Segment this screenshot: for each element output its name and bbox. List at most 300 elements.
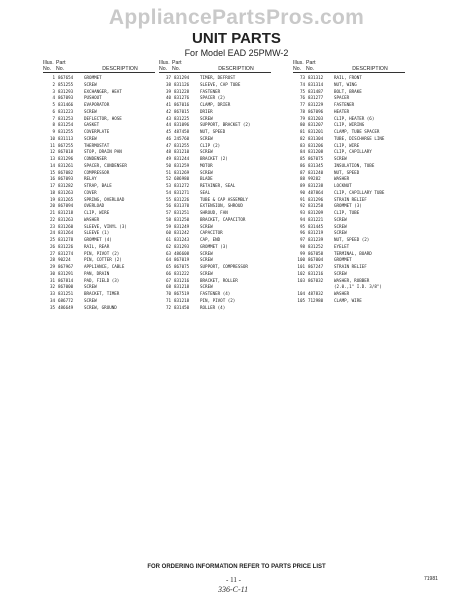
part-no: 831208 <box>308 149 324 155</box>
part-description: PAD, FIELD (3) <box>84 277 120 283</box>
part-no: 831264 <box>58 230 74 236</box>
part-description: SCREW <box>334 216 347 222</box>
part-no: 867814 <box>58 277 74 283</box>
part-description: ROLLER (4) <box>200 304 226 310</box>
header-description: DESCRIPTION <box>352 66 388 72</box>
illus-no: 18 <box>49 189 55 195</box>
part-row <box>43 170 155 177</box>
part-no: 831218 <box>58 210 74 215</box>
part-no: 486608 <box>174 250 190 256</box>
part-row <box>43 284 155 291</box>
part-no: 831113 <box>58 135 74 141</box>
illus-no: 1 <box>52 75 55 80</box>
illus-no: 70 <box>165 291 171 296</box>
part-description: SLEEVE (1) <box>84 230 110 236</box>
part-row <box>159 75 271 82</box>
illus-no: 35 <box>49 304 55 310</box>
part-row <box>293 284 405 291</box>
part-row <box>159 251 271 258</box>
part-no: 831219 <box>308 230 324 236</box>
part-description: CAP, END <box>200 237 221 242</box>
illus-no: 50 <box>165 162 171 168</box>
part-row <box>43 149 155 156</box>
illus-no: 31 <box>49 277 55 283</box>
column-header <box>43 60 155 73</box>
part-description: NUT, SPEED (2) <box>334 237 370 242</box>
part-description: SPACER (2) <box>200 95 226 101</box>
part-no: 831238 <box>308 183 324 188</box>
part-no: 831126 <box>174 81 190 87</box>
part-row <box>159 163 271 170</box>
illus-no: 6 <box>52 108 55 114</box>
illus-no: 72 <box>165 304 171 310</box>
illus-no: 39 <box>165 88 171 94</box>
part-no: 831263 <box>58 189 74 195</box>
illus-no: 20 <box>49 203 55 209</box>
part-no: 867019 <box>174 257 190 263</box>
page-title: UNIT PARTS <box>192 30 281 47</box>
part-description: WASHER <box>334 176 350 182</box>
part-no: 831260 <box>58 223 74 229</box>
part-row <box>43 190 155 197</box>
illus-no: 8 <box>52 122 55 128</box>
handwritten-note: 336-C-11 <box>218 585 249 594</box>
part-row <box>293 298 405 305</box>
part-no: 867093 <box>58 95 74 101</box>
part-no: 831265 <box>58 196 74 202</box>
part-no: 867015 <box>174 108 190 114</box>
part-no: 831216 <box>308 270 324 276</box>
illus-no: 78 <box>299 108 305 114</box>
illus-no: 28 <box>49 257 55 263</box>
part-row <box>43 122 155 129</box>
illus-no: 34 <box>49 297 55 303</box>
part-description: INSULATION, TUBE <box>334 162 375 168</box>
part-no: 867075 <box>174 264 190 269</box>
header-part-no: No. <box>56 66 65 72</box>
illus-no: 63 <box>165 250 171 256</box>
illus-no: 49 <box>165 156 171 161</box>
illus-no: 10 <box>49 135 55 141</box>
illus-no: 57 <box>165 210 171 215</box>
part-row <box>293 89 405 96</box>
part-no: 90224 <box>58 257 71 263</box>
part-row <box>293 116 405 123</box>
part-description: SCREW <box>84 108 97 114</box>
part-row <box>43 102 155 109</box>
part-description: MOTOR <box>200 162 213 168</box>
illus-no: 75 <box>299 88 305 94</box>
illus-no: 45 <box>165 129 171 134</box>
part-row <box>293 278 405 285</box>
part-description: WASHER <box>84 216 100 222</box>
illus-no: 56 <box>165 203 171 209</box>
part-no: 831291 <box>58 270 74 276</box>
part-no: 831254 <box>58 122 74 128</box>
part-row <box>43 210 155 217</box>
part-no: 831274 <box>58 250 74 256</box>
part-no: 831370 <box>174 203 190 209</box>
part-description: EXTENSION, SHROUD <box>200 203 243 209</box>
part-description: SPACER <box>334 95 350 101</box>
part-no: 487832 <box>308 291 324 296</box>
illus-no: 96 <box>299 230 305 236</box>
part-no: 487864 <box>308 189 324 195</box>
part-description: TUBE, DISCHARGE LINE <box>334 135 385 141</box>
part-no: 712980 <box>308 297 324 303</box>
header-no: No. <box>43 66 52 72</box>
illus-no: 99 <box>299 250 305 256</box>
part-description: SCREW <box>84 284 97 290</box>
illus-no: 37 <box>165 75 171 80</box>
part-description: GROMMET <box>334 257 352 263</box>
part-row <box>159 230 271 237</box>
part-no: 867075 <box>308 156 324 161</box>
part-no: 831225 <box>174 115 190 121</box>
part-description: SCREW <box>334 270 347 276</box>
parts-column-1 <box>43 60 155 311</box>
illus-no: 65 <box>165 264 171 269</box>
illus-no: 101 <box>297 264 305 269</box>
part-no: 831466 <box>58 102 74 107</box>
illus-no: 43 <box>165 115 171 121</box>
part-description: SHROUD, FAN <box>200 210 228 215</box>
illus-no: 64 <box>165 257 171 263</box>
part-row <box>159 183 271 190</box>
illus-no: 85 <box>299 156 305 161</box>
part-description: BRACKET, ROLLER <box>200 277 238 283</box>
part-description: SCREW <box>334 230 347 236</box>
illus-no: 9 <box>52 129 55 134</box>
part-no: 831223 <box>58 108 74 114</box>
part-row <box>159 89 271 96</box>
part-no: 487458 <box>174 129 190 134</box>
part-description: CONDENSER <box>84 156 107 161</box>
part-row <box>43 298 155 305</box>
part-row <box>159 210 271 217</box>
illus-no: 53 <box>165 183 171 188</box>
part-no: 831249 <box>174 223 190 229</box>
part-no: 831244 <box>174 156 190 161</box>
part-description: STRAIN RELIEF <box>334 264 367 269</box>
parts-column-3 <box>293 60 405 305</box>
illus-no: 98 <box>299 243 305 249</box>
part-description: RETAINER, SEAL <box>200 183 236 188</box>
part-no: 99282 <box>308 176 321 182</box>
part-row <box>159 143 271 150</box>
document-code: 71981 <box>424 576 438 582</box>
part-row <box>159 237 271 244</box>
part-row <box>293 237 405 244</box>
illus-no: 67 <box>165 277 171 283</box>
part-description: EXCHANGER, HEAT <box>84 88 122 94</box>
illus-no: 14 <box>49 162 55 168</box>
part-row <box>43 75 155 82</box>
parts-list <box>159 75 271 311</box>
header-part-no: No. <box>306 66 315 72</box>
part-row <box>293 257 405 264</box>
illus-no: 48 <box>165 149 171 155</box>
part-no: 831255 <box>58 129 74 134</box>
part-no: 831216 <box>174 277 190 283</box>
part-description: SCREW <box>200 115 213 121</box>
part-row <box>159 116 271 123</box>
part-no: 831226 <box>174 196 190 202</box>
part-no: 831278 <box>58 237 74 242</box>
part-no: 831243 <box>174 237 190 242</box>
illus-no: 74 <box>299 81 305 87</box>
part-description: CLAMP, TUBE SPACER <box>334 129 380 134</box>
part-description: SPRING, OVERLOAD <box>84 196 125 202</box>
part-row <box>293 122 405 129</box>
part-row <box>293 291 405 298</box>
part-no: 831218 <box>174 284 190 290</box>
illus-no: 7 <box>52 115 55 121</box>
illus-no: 33 <box>49 291 55 296</box>
illus-no: 87 <box>299 169 305 175</box>
part-row <box>43 197 155 204</box>
illus-no: 21 <box>49 210 55 215</box>
part-row <box>293 251 405 258</box>
illus-no: 23 <box>49 223 55 229</box>
illus-no: 11 <box>49 142 55 148</box>
part-description: COVER <box>84 189 97 195</box>
part-description: PUSHOUT <box>84 95 102 101</box>
part-no: 831277 <box>308 95 324 101</box>
illus-no: 61 <box>165 237 171 242</box>
illus-no: 97 <box>299 237 305 242</box>
part-no: 831201 <box>308 129 324 134</box>
part-row <box>293 271 405 278</box>
part-row <box>159 109 271 116</box>
illus-no: 47 <box>165 142 171 148</box>
illus-no: 73 <box>299 75 305 80</box>
part-description: SCREW <box>200 223 213 229</box>
part-description: SCREW <box>200 284 213 290</box>
illus-no: 88 <box>299 176 305 182</box>
part-no: 831271 <box>174 189 190 195</box>
part-description: NUT, SPEED <box>334 169 360 175</box>
part-description: NUT, SPEED <box>200 129 226 134</box>
header-description: DESCRIPTION <box>218 66 254 72</box>
header-description: DESCRIPTION <box>102 66 138 72</box>
part-no: 867654 <box>58 75 74 80</box>
part-description: SCREW <box>200 169 213 175</box>
illus-no: 95 <box>299 223 305 229</box>
part-no: 831269 <box>174 169 190 175</box>
illus-no: 29 <box>49 264 55 269</box>
part-no: 831314 <box>308 81 324 87</box>
illus-no: 40 <box>165 95 171 101</box>
part-no: 831259 <box>174 162 190 168</box>
header-part-no: No. <box>172 66 181 72</box>
part-description: CLIP, WIRE <box>84 210 110 215</box>
part-description: NUT, WING <box>334 81 357 87</box>
illus-no: 17 <box>49 183 55 188</box>
part-row <box>43 95 155 102</box>
part-no: 831255 <box>174 142 190 148</box>
part-no: 831296 <box>308 196 324 202</box>
illus-no: 91 <box>299 196 305 202</box>
illus-no: 46 <box>165 135 171 141</box>
part-description: CLIP, HEATER (6) <box>334 115 375 121</box>
part-no: 831210 <box>174 149 190 155</box>
illus-no: 22 <box>49 216 55 222</box>
part-no: 867967 <box>58 264 74 269</box>
illus-no: 62 <box>165 243 171 249</box>
ordering-note: FOR ORDERING INFORMATION REFER TO PARTS PRICE LIST <box>147 564 326 570</box>
illus-no: 55 <box>165 196 171 202</box>
header-illus: Illus. <box>159 60 170 66</box>
part-row <box>159 264 271 271</box>
part-description: APPLIANCE, CABLE <box>84 264 125 269</box>
part-description: DRIER <box>200 108 213 114</box>
part-description: PIN, PIVOT (2) <box>84 250 120 256</box>
part-row <box>43 244 155 251</box>
part-description: SCREW <box>84 81 97 87</box>
illus-no: 86 <box>299 162 305 168</box>
part-description: RELAY <box>84 176 97 182</box>
illus-no: 32 <box>49 284 55 290</box>
part-description: SLEEVE, VINYL (3) <box>84 223 127 229</box>
part-no: 851255 <box>58 81 74 87</box>
watermark: AppliancePartsPros.com <box>108 6 365 29</box>
header-part: Part <box>172 60 182 66</box>
illus-no: 15 <box>49 169 55 175</box>
header-part: Part <box>56 60 66 66</box>
part-no: 831226 <box>58 243 74 249</box>
part-no: 831222 <box>174 270 190 276</box>
illus-no: 82 <box>299 135 305 141</box>
illus-no: 5 <box>52 102 55 107</box>
illus-no: 76 <box>299 95 305 101</box>
part-row <box>159 224 271 231</box>
header-no: No. <box>293 66 302 72</box>
part-description: TIMER, DEFROST <box>200 75 236 80</box>
illus-no: 102 <box>297 270 305 276</box>
illus-no: 104 <box>297 291 305 296</box>
part-row <box>159 149 271 156</box>
part-description: COMPRESSOR <box>84 169 110 175</box>
part-no: 245760 <box>174 135 190 141</box>
illus-no: 12 <box>49 149 55 155</box>
column-header <box>293 60 405 73</box>
part-no: 831253 <box>58 115 74 121</box>
illus-no: 89 <box>299 183 305 188</box>
part-no: 831445 <box>308 223 324 229</box>
part-row <box>293 75 405 82</box>
part-no: 831207 <box>308 122 324 128</box>
part-no: 831263 <box>58 216 74 222</box>
part-no: 867032 <box>308 277 324 283</box>
part-no: 867093 <box>58 176 74 182</box>
part-description: GROMMET <box>84 75 102 80</box>
illus-no: 77 <box>299 102 305 107</box>
part-no: 831487 <box>308 88 324 94</box>
part-description: CAPACITOR <box>200 230 223 236</box>
part-row <box>159 298 271 305</box>
part-description: CLIP, CAPILLARY <box>334 149 372 155</box>
part-description: GROMMET (3) <box>200 243 228 249</box>
part-no: 867094 <box>58 203 74 209</box>
part-no: 831239 <box>308 237 324 242</box>
part-no: 831221 <box>308 216 324 222</box>
header-part: Part <box>306 60 316 66</box>
part-row <box>159 102 271 109</box>
parts-list <box>43 75 155 311</box>
parts-list <box>293 75 405 305</box>
illus-no: 2 <box>52 81 55 87</box>
part-description: COVERPLATE <box>84 129 110 134</box>
part-row <box>293 102 405 109</box>
part-row <box>43 230 155 237</box>
part-description: SUPPORT, COMPRESSOR <box>200 264 248 269</box>
illus-no: 44 <box>165 122 171 128</box>
illus-no: 90 <box>299 189 305 195</box>
part-row <box>43 109 155 116</box>
part-description: LOCKNUT <box>334 183 352 188</box>
illus-no: 84 <box>299 149 305 155</box>
illus-no: 94 <box>299 216 305 222</box>
part-no: 486649 <box>58 304 74 310</box>
part-no: 831293 <box>174 243 190 249</box>
illus-no: 30 <box>49 270 55 276</box>
part-row <box>293 163 405 170</box>
part-row <box>293 244 405 251</box>
part-description: SCREW <box>334 223 347 229</box>
part-row <box>159 122 271 129</box>
part-row <box>293 136 405 143</box>
part-no: 831296 <box>58 156 74 161</box>
part-row <box>159 95 271 102</box>
illus-no: 42 <box>165 108 171 114</box>
part-row <box>43 203 155 210</box>
part-row <box>43 271 155 278</box>
part-row <box>159 257 271 264</box>
part-row <box>159 136 271 143</box>
part-no: 867016 <box>174 102 190 107</box>
parts-column-2 <box>159 60 271 311</box>
illus-no: 100 <box>297 257 305 263</box>
part-row <box>43 136 155 143</box>
part-row <box>293 95 405 102</box>
part-no: 867247 <box>308 264 324 269</box>
part-row <box>293 156 405 163</box>
part-description: HEATER <box>334 108 350 114</box>
illus-no: 68 <box>165 284 171 290</box>
part-description: SCREW <box>334 156 347 161</box>
part-description: CLIP (2) <box>200 142 221 148</box>
part-row <box>293 224 405 231</box>
part-description: SCREW <box>84 297 97 303</box>
illus-no: 52 <box>165 176 171 182</box>
part-no: 831293 <box>58 88 74 94</box>
part-description: TERMINAL, BOARD <box>334 250 372 256</box>
part-description: STOP, DRAIN PAN <box>84 149 122 155</box>
part-row <box>159 82 271 89</box>
part-description: FASTENER (4) <box>200 291 231 296</box>
page-number: - 11 - <box>226 576 241 584</box>
part-row <box>159 291 271 298</box>
part-description: GROMMET (3) <box>334 203 362 209</box>
part-description: PIN, PIVOT (2) <box>200 297 236 303</box>
part-no: 867004 <box>308 257 324 263</box>
part-no: 831096 <box>174 122 190 128</box>
part-description: BRACKET, CAPACITOR <box>200 216 246 222</box>
part-no: 831242 <box>174 230 190 236</box>
part-row <box>43 176 155 183</box>
part-no: 831209 <box>308 210 324 215</box>
